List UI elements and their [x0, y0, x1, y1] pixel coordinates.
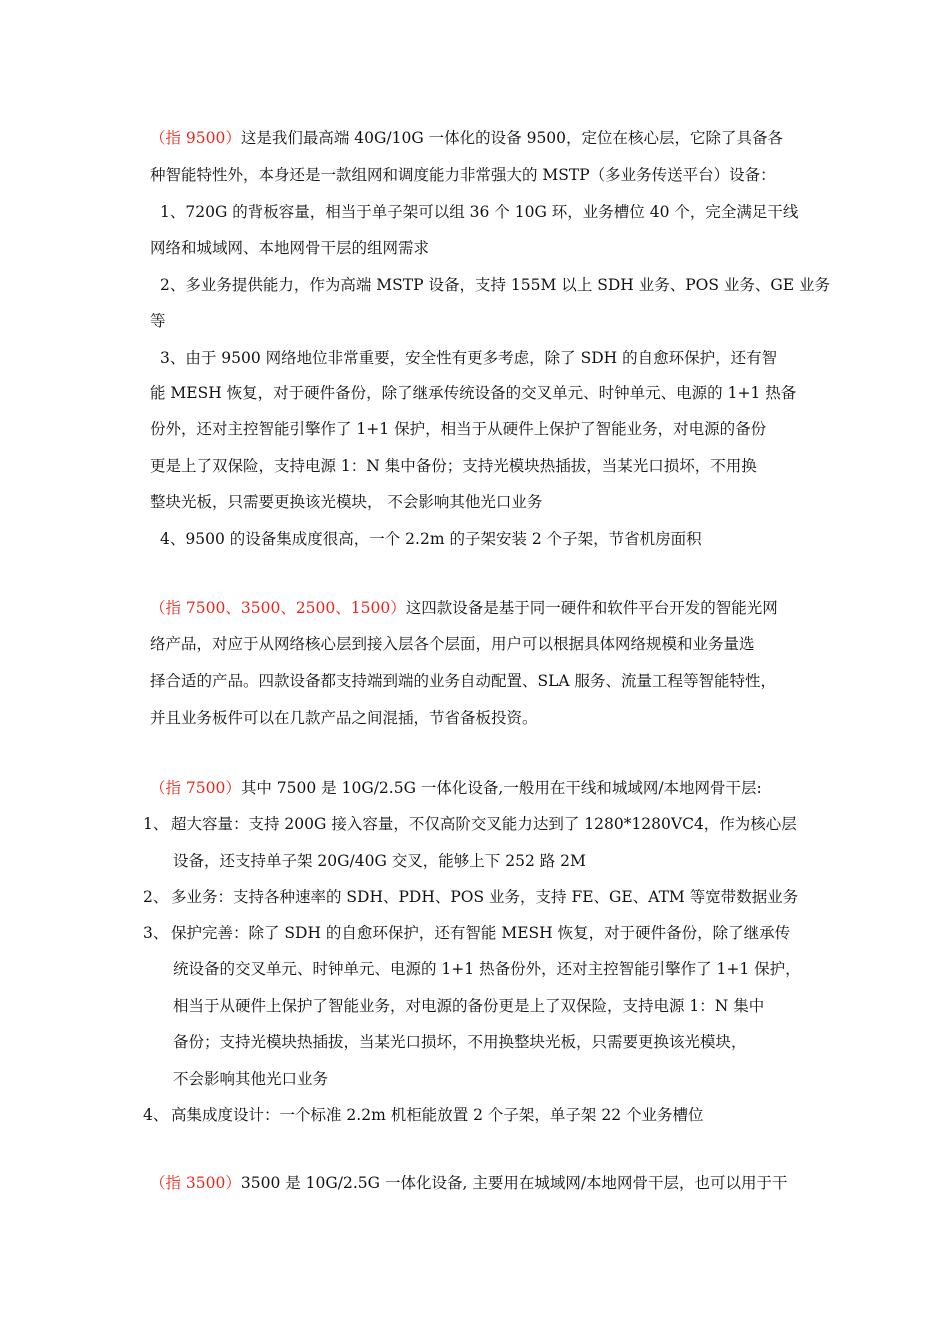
item-7500-3-line-4: 备份；支持光模块热插拔，当某光口损坏，不用换整块光板，只需要更换该光模块，	[173, 1033, 747, 1051]
item-7500-3-line-5: 不会影响其他光口业务	[173, 1070, 329, 1088]
model-tag-3500: （指 3500）	[150, 1174, 241, 1192]
item-9500-4: 4、9500 的设备集成度很高，一个 2.2m 的子架安装 2 个子架，节省机房面积	[160, 530, 702, 548]
item-9500-2-line-2: 等	[150, 312, 166, 330]
item-9500-3-line-4: 更是上了双保险，支持电源 1：N 集中备份；支持光模块热插拔，当某光口损坏，不用换	[150, 457, 757, 475]
paragraph-9500-line-2: 种智能特性外，本身还是一款组网和调度能力非常强大的 MSTP（多业务传送平台）设备：	[150, 166, 776, 184]
paragraph-7500-intro: （指 7500）其中 7500 是 10G/2.5G 一体化设备,一般用在干线和城域网/本地网骨干层:	[150, 779, 762, 797]
item-7500-1-line-2: 设备，还支持单子架 20G/40G 交叉，能够上下 252 路 2M	[173, 852, 586, 870]
model-tag-9500: （指 9500）	[150, 129, 241, 147]
item-9500-3-line-3: 份外，还对主控智能引擎作了 1+1 保护，相当于从硬件上保护了智能业务，对电源的备份	[150, 420, 767, 438]
item-7500-3-line-1: 3、 保护完善：除了 SDH 的自愈环保护，还有智能 MESH 恢复，对于硬件备份，除了继承传	[143, 924, 791, 942]
item-7500-1-line-1: 1、 超大容量：支持 200G 接入容量，不仅高阶交叉能力达到了 1280*1280VC4，作为核心层	[143, 815, 797, 833]
paragraph-family-line-1: （指 7500、3500、2500、1500）这四款设备是基于同一硬件和软件平台开发的智能光网	[150, 599, 778, 617]
model-tag-7500: （指 7500）	[150, 779, 241, 797]
paragraph-family-line-4: 并且业务板件可以在几款产品之间混插，节省备板投资。	[150, 709, 538, 727]
paragraph-family-line-3: 择合适的产品。四款设备都支持端到端的业务自动配置、SLA 服务、流量工程等智能特性，	[150, 672, 777, 690]
list-number: 3、	[143, 924, 169, 942]
item-7500-2: 2、 多业务：支持各种速率的 SDH、PDH、POS 业务，支持 FE、GE、ATM 等宽带数据业务	[143, 888, 799, 906]
item-7500-4: 4、 高集成度设计：一个标准 2.2m 机柜能放置 2 个子架，单子架 22 个业务槽位	[143, 1106, 704, 1124]
item-7500-3-line-2: 统设备的交叉单元、时钟单元、电源的 1+1 热备份外，还对主控智能引擎作了 1+1 保护，	[173, 960, 801, 978]
item-9500-3-line-5: 整块光板，只需要更换该光模块， 不会影响其他光口业务	[150, 493, 543, 511]
list-number: 2、	[143, 888, 169, 906]
item-9500-3-line-1: 3、由于 9500 网络地位非常重要，安全性有更多考虑，除了 SDH 的自愈环保护，还有智	[160, 349, 778, 367]
model-tag-family: （指 7500、3500、2500、1500）	[150, 599, 406, 617]
item-9500-3-line-2: 能 MESH 恢复，对于硬件备份，除了继承传统设备的交叉单元、时钟单元、电源的 1+1 热备	[150, 384, 797, 402]
list-number: 4、	[143, 1106, 169, 1124]
paragraph-9500-line-1: （指 9500）这是我们最高端 40G/10G 一体化的设备 9500，定位在核心层，它除了具备各	[150, 129, 784, 147]
paragraph-family-line-2: 络产品，对应于从网络核心层到接入层各个层面，用户可以根据具体网络规模和业务量选	[150, 635, 755, 653]
item-9500-1-line-2: 网络和城域网、本地网骨干层的组网需求	[150, 239, 430, 257]
item-9500-2-line-1: 2、多业务提供能力，作为高端 MSTP 设备，支持 155M 以上 SDH 业务、POS 业务、GE 业务	[160, 276, 831, 294]
item-7500-3-line-3: 相当于从硬件上保护了智能业务，对电源的备份更是上了双保险，支持电源 1：N 集中	[173, 997, 765, 1015]
paragraph-3500-line-1: （指 3500）3500 是 10G/2.5G 一体化设备, 主要用在城域网/本地网骨干层，也可以用于干	[150, 1174, 788, 1192]
item-9500-1-line-1: 1、720G 的背板容量，相当于单子架可以组 36 个 10G 环，业务槽位 40 个，完全满足干线	[160, 203, 799, 221]
list-number: 1、	[143, 815, 169, 833]
